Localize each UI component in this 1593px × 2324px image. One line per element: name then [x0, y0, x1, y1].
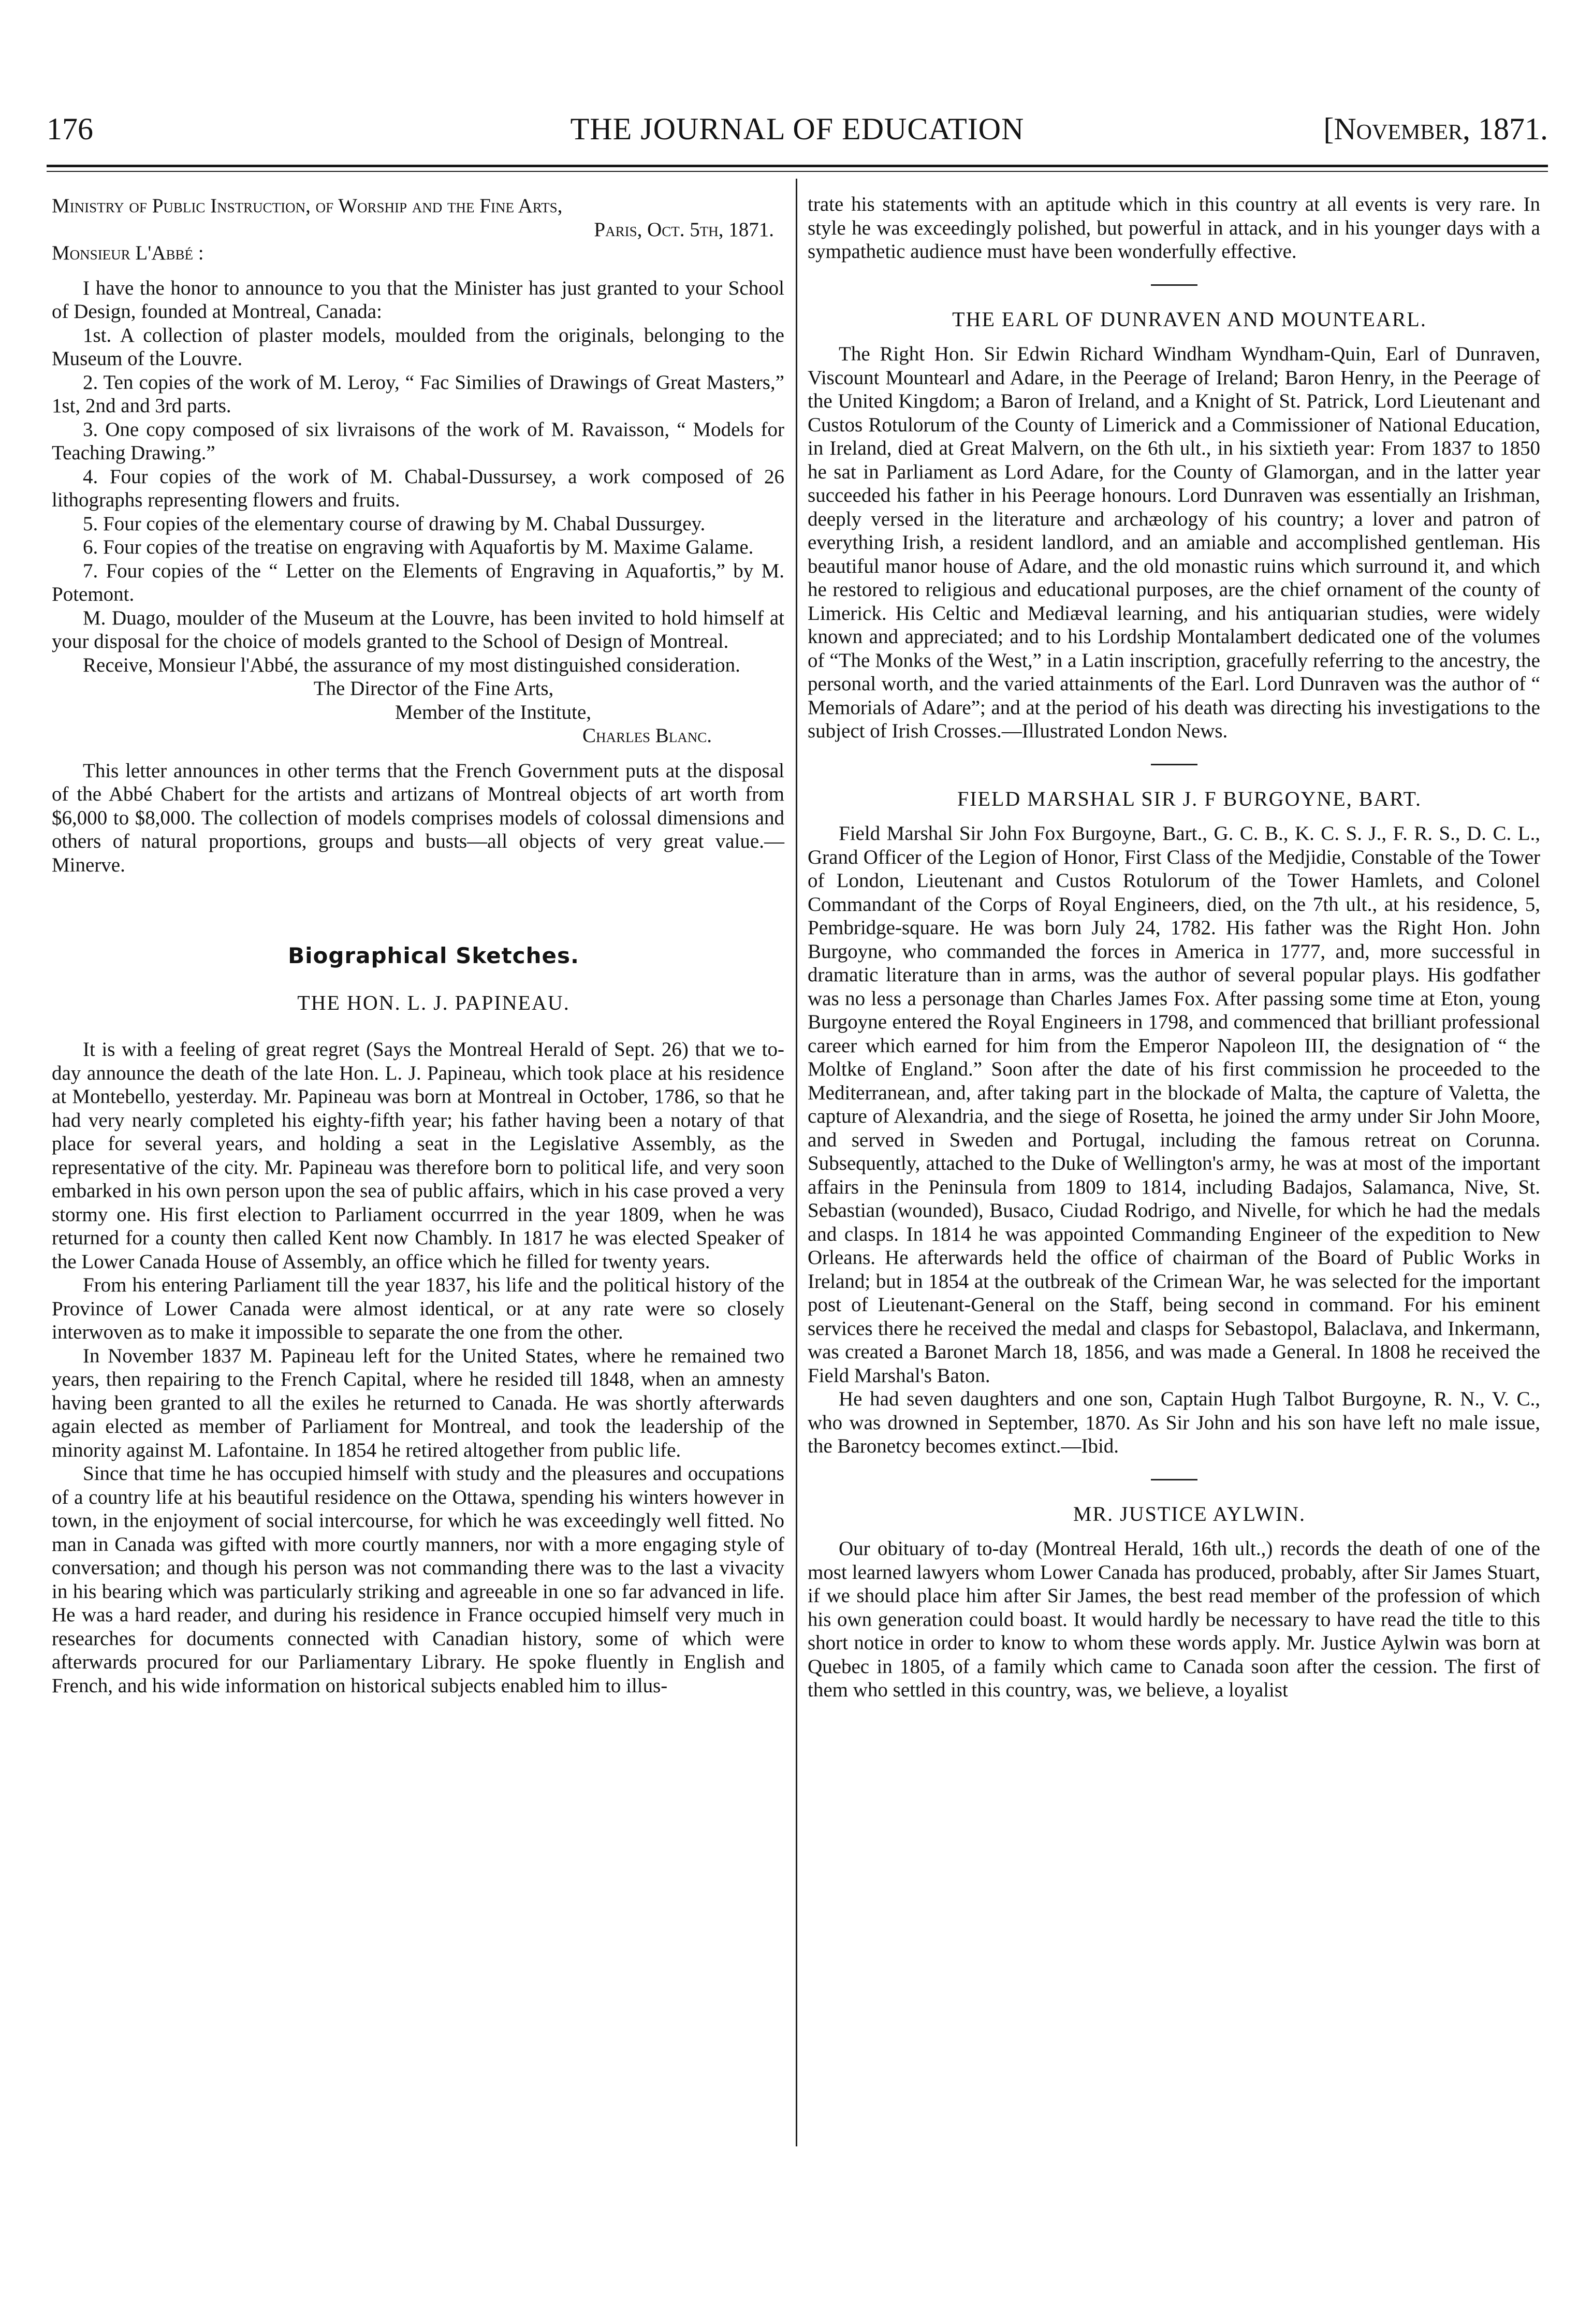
article-paragraph: Field Marshal Sir John Fox Burgoyne, Bart., G. C. B., K. C. S. J., F. R. S., D. C. L., Grand Officer of the Legion of Honor, First Class of the Medjidie, Constable of the Tower of London, Lieutenant and Custos Rotulorum of the Tower Hamlets, and Colonel Commandant of the Corps of Royal Engineers, died, on the 7th ult., at his residence, 5, Pembridge-square. He was born July 24, 1782. His father was the Right Hon. John Burgoyne, who commanded the forces in America in 1777, and, more successful in dramatic literature than in arms, was the author of several popular plays. His godfather was no less a personage than Charles James Fox. After passing some time at Eton, young Burgoyne entered the Royal Engineers in 1798, and commenced that brilliant professional career which earned for him from the Emperor Napoleon III, the designation of “ the Moltke of England.” Soon after the date of his first commission he proceeded to the Mediterranean, and, after taking part in the blockade of Malta, the capture of Valetta, the capture of Alexandria, and the siege of Rosetta, he joined the army under Sir John Moore, and served in Sweden and Portugal, including the famous retreat on Corunna. Subsequently, attached to the Duke of Wellington's army, he was at most of the important affairs in the Peninsula from 1809 to 1814, including Badajos, Salamanca, Nive, St. Sebastian (wounded), Busaco, Ciudad Rodrigo, and Nivelle, for which he had the medals and clasps. In 1814 he was appointed Commanding Engineer of the expedition to New Orleans. He afterwards held the office of chairman of the Board of Public Works in Ireland; but in 1854 at the outbreak of the Crimean War, he was selected for the important post of Lieutenant-General on the Staff, being second in command. For his eminent services there he received the medal and clasps for Sebastopol, Balaclava, and Inkermann, was created a Baronet March 18, 1856, and was made a General. In 1808 he received the Field Marshal's Baton.	[808, 822, 1540, 1387]
article-paragraph: Since that time he has occupied himself with study and the pleasures and occupations of a country life at his beautiful residence on the Ottawa, spending his winters however in town, in the enjoyment of social intercourse, for which he was exceedingly well fitted. No man in Canada was gifted with more courtly manners, nor with a more engaging style of conversation; and though his person was not commanding there was to the last a vivacity in his bearing which was particularly striking and agreeable in one so far advanced in life. He was a hard reader, and during his residence in France occupied himself very much in researches for documents connected with Canadian history, some of which were afterwards procured for our Parliamentary Library. He spoke fluently in English and French, and his wide information on historical subjects enabled him to illus-	[52, 1462, 784, 1697]
column-divider	[796, 179, 797, 2146]
letter-paragraph: I have the honor to announce to you that the Minister has just granted to your School of Design, founded at Montreal, Canada:	[52, 277, 784, 323]
article-heading: THE HON. L. J. PAPINEAU.	[297, 991, 570, 1014]
article-paragraph: From his entering Parliament till the year 1837, his life and the political history of the Province of Lower Canada were almost identical, or at any rate were so closely interwoven as to make it impossible to separate the one from the other.	[52, 1274, 784, 1343]
right-column	[808, 193, 1540, 1702]
section-separator	[1151, 284, 1197, 286]
article-paragraph: This letter announces in other terms that the French Government puts at the disposal of the Abbé Chabert for the artists and artizans of Montreal objects of art worth from $6,000 to $8,000. The collection of models comprises models of colossal dimensions and others of natural proportions, groups and busts—all objects of very great value.—Minerve.	[52, 759, 784, 876]
section-separator	[1151, 764, 1197, 765]
letter-item: 2. Ten copies of the work of M. Leroy, “ Fac Similies of Drawings of Great Masters,” 1st, 2nd and 3rd parts.	[52, 371, 784, 417]
letter-place-date: Paris, Oct. 5th, 1871.	[594, 218, 774, 241]
letter-heading: Ministry of Public Instruction, of Worship and the Fine Arts,	[52, 195, 563, 217]
signature-name: Charles Blanc.	[582, 724, 712, 747]
signature-line: Member of the Institute,	[394, 701, 592, 723]
letter-item: 3. One copy composed of six livraisons of the work of M. Ravaisson, “ Models for Teaching Drawing.”	[52, 418, 784, 464]
article-paragraph: It is with a feeling of great regret (Says the Montreal Herald of Sept. 26) that we to-day announce the death of the late Hon. L. J. Papineau, which took place at his residence at Montebello, yesterday. Mr. Papineau was born at Montreal in October, 1786, so that he had very nearly completed his eighty-fifth year; his father having been a notary of that place for several years, and holding a seat in the Legislative Assembly, as the representative of the city. Mr. Papineau was therefore born to political life, and very soon embarked in his own person upon the sea of public affairs, which in his case proved a very stormy one. His first election to Parliament occurrred in the year 1809, when he was returned for a county then called Kent now Chambly. In 1817 he was elected Speaker of the Lower Canada House of Assembly, an office which he filled for twenty years.	[52, 1038, 784, 1273]
left-column	[52, 194, 784, 1697]
letter-item: 1st. A collection of plaster models, moulded from the originals, belonging to the Museum of the Louvre.	[52, 324, 784, 370]
article-paragraph: trate his statements with an aptitude which in this country at all events is very rare. In style he was exceedingly polished, but powerful in attack, and in his younger days with a sympathetic audience must have been wonderfully effective.	[808, 193, 1540, 263]
section-separator	[1151, 1479, 1197, 1480]
signature-line: The Director of the Fine Arts,	[313, 677, 554, 700]
letter-paragraph: Receive, Monsieur l'Abbé, the assurance of my most distinguished consideration.	[83, 653, 740, 676]
article-paragraph: He had seven daughters and one son, Captain Hugh Talbot Burgoyne, R. N., V. C., who was drowned in September, 1870. As Sir John and his son have left no male issue, the Baronetcy becomes extinct.—Ibid.	[808, 1388, 1540, 1457]
section-title: Biographical Sketches.	[288, 943, 579, 968]
article-heading: MR. JUSTICE AYLWIN.	[1073, 1502, 1306, 1526]
article-heading: FIELD MARSHAL SIR J. F BURGOYNE, BART.	[957, 787, 1422, 810]
letter-item: 5. Four copies of the elementary course of drawing by M. Chabal Dussurgey.	[83, 512, 706, 535]
letter-item: 4. Four copies of the work of M. Chabal-Dussursey, a work composed of 26 lithographs representing flowers and fruits.	[52, 465, 784, 511]
letter-paragraph: M. Duago, moulder of the Museum at the Louvre, has been invited to hold himself at your disposal for the choice of models granted to the School of Design of Montreal.	[52, 606, 784, 652]
issue-date: [November, 1871.	[1323, 112, 1548, 146]
article-paragraph: The Right Hon. Sir Edwin Richard Windham Wyndham-Quin, Earl of Dunraven, Viscount Mountearl and Adare, in the Peerage of Ireland; Baron Henry, in the Peerage of the United Kingdom; a Baron of Ireland, and a Knight of St. Patrick, Lord Lieutenant and Custos Rotulorum of the County of Limerick and a Commissioner of National Education, in Ireland, died at Great Malvern, on the 6th ult., in his sixtieth year: From 1837 to 1850 he sat in Parliament as Lord Adare, for the County of Glamorgan, and in the latter year succeeded his father in his Peerage honours. Lord Dunraven was essentially an Irishman, deeply versed in the literature and archæology of his country; a lover and patron of everything Irish, a resident landlord, and an amiable and accomplished gentleman. His beautiful manor house of Adare, and the old monastic ruins which surround it, and which he restored to religious and educational purposes, are the chief ornament of the county of Limerick. His Celtic and Mediæval learning, and his antiquarian studies, were widely known and appreciated; and to his Lordship Montalambert dedicated one of the volumes of “The Monks of the West,” in a Latin inscription, gracefully referring to the ancestry, the personal worth, and the varied attainments of the Earl. Lord Dunraven was the author of “ Memorials of Adare”; and at the period of his death was directing his investigations to the subject of Irish Crosses.—Illustrated London News.	[808, 343, 1540, 742]
letter-item: 7. Four copies of the “ Letter on the Elements of Engraving in Aquafortis,” by M. Potemont.	[52, 559, 784, 605]
article-paragraph: Our obituary of to-day (Montreal Herald, 16th ult.,) records the death of one of the most learned lawyers whom Lower Canada has produced, probably, after Sir James Stuart, if we should place him after Sir James, the best read member of the profession of which his own generation could boast. It would hardly be necessary to have read the title to this short notice in order to know to whom these words apply. Mr. Justice Aylwin was born at Quebec in 1805, of a family which came to Canada soon after the cession. The first of them who settled in this country, was, we believe, a loyalist	[808, 1537, 1540, 1701]
page-header	[47, 111, 1548, 158]
journal-title: THE JOURNAL OF EDUCATION	[570, 112, 1025, 146]
article-paragraph: In November 1837 M. Papineau left for the United States, where he remained two years, then repairing to the French Capital, where he resided till 1848, when an amnesty having been granted to all the exiles he returned to Canada. He was shortly afterwards again elected as member of Parliament for Montreal, and took the leadership of the minority against M. Lafontaine. In 1854 he retired altogether from public life.	[52, 1344, 784, 1461]
article-heading: THE EARL OF DUNRAVEN AND MOUNTEARL.	[952, 307, 1427, 331]
letter-salutation: Monsieur L'Abbé :	[52, 242, 204, 264]
header-rule-thin	[47, 171, 1548, 172]
letter-item: 6. Four copies of the treatise on engraving with Aquafortis by M. Maxime Galame.	[83, 536, 754, 558]
header-rule-thick	[47, 165, 1548, 167]
page-number: 176	[47, 112, 93, 146]
